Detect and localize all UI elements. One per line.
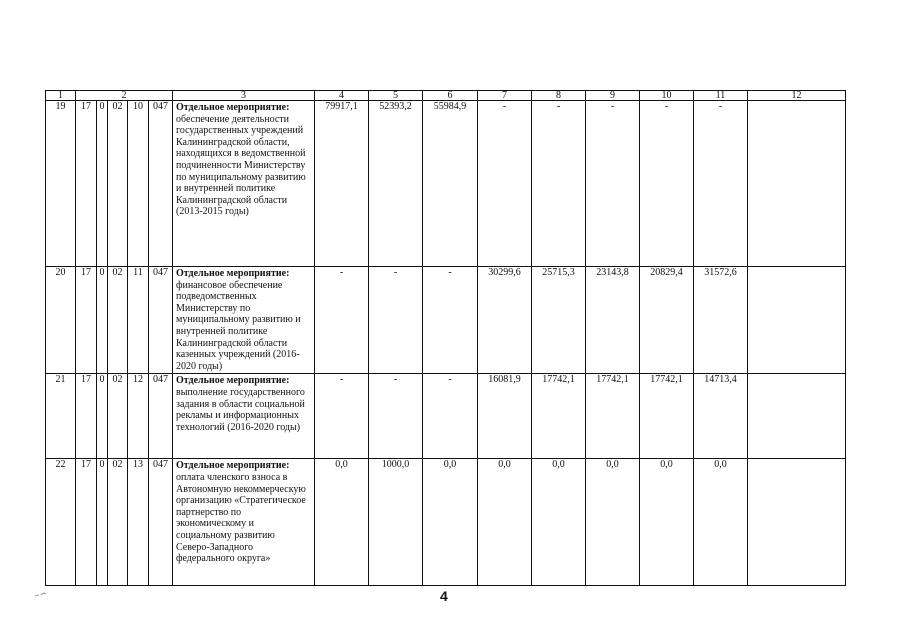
code-part: 0 [97,374,108,459]
code-part: 17 [76,459,97,586]
value-cell: 0,0 [478,459,532,586]
code-part: 047 [149,101,173,267]
value-cell: 23143,8 [586,267,640,374]
value-cell: 0,0 [315,459,369,586]
row-number: 19 [46,101,76,267]
page-number: 4 [440,588,448,604]
measure-text: оплата членского взноса в Автономную некоммерческую организацию «Стратегическое партнерство по экономическому и социальному развитию Северо-Западного федерального округа» [176,471,306,565]
code-part: 02 [108,459,128,586]
table-row [46,101,846,267]
value-cell: - [369,267,423,374]
code-part: 047 [149,374,173,459]
code-part: 17 [76,267,97,374]
value-cell: 0,0 [694,459,748,586]
code-part: 17 [76,101,97,267]
value-cell: 17742,1 [586,374,640,459]
value-cell: 30299,6 [478,267,532,374]
table-row [46,374,846,459]
measure-description [173,267,315,374]
measure-title: Отдельное мероприятие: [176,102,290,113]
value-cell: 17742,1 [532,374,586,459]
header-col-8: 8 [532,91,586,101]
header-col-4: 4 [315,91,369,101]
value-cell: 17742,1 [640,374,694,459]
measure-text: выполнение государственного задания в области социальной рекламы и информационных технологий (2016-2020 годы) [176,386,305,433]
scan-mark-icon [34,590,48,598]
budget-table [45,90,846,586]
code-part: 0 [97,459,108,586]
value-cell: 79917,1 [315,101,369,267]
value-cell [748,459,846,586]
value-cell: 14713,4 [694,374,748,459]
header-col-5: 5 [369,91,423,101]
header-col-6: 6 [423,91,478,101]
value-cell [748,267,846,374]
code-part: 02 [108,267,128,374]
row-number: 22 [46,459,76,586]
table-row [46,267,846,374]
value-cell: - [423,267,478,374]
value-cell: 20829,4 [640,267,694,374]
value-cell: - [694,101,748,267]
code-part: 047 [149,459,173,586]
value-cell [748,374,846,459]
value-cell: - [369,374,423,459]
value-cell: 0,0 [640,459,694,586]
code-part: 11 [128,267,149,374]
value-cell: 0,0 [423,459,478,586]
value-cell: 1000,0 [369,459,423,586]
value-cell [748,101,846,267]
value-cell: - [423,374,478,459]
value-cell: 55984,9 [423,101,478,267]
measure-title: Отдельное мероприятие: [176,460,290,472]
code-part: 17 [76,374,97,459]
measure-description [173,374,315,459]
table-row [46,459,846,586]
code-part: 12 [128,374,149,459]
header-row [46,91,846,101]
measure-description [173,101,315,267]
value-cell: 0,0 [532,459,586,586]
code-part: 047 [149,267,173,374]
measure-description [173,459,315,586]
measure-title: Отдельное мероприятие: [176,375,290,387]
header-col-2: 2 [76,91,173,101]
value-cell: - [532,101,586,267]
code-part: 02 [108,374,128,459]
header-col-10: 10 [640,91,694,101]
value-cell: 25715,3 [532,267,586,374]
header-col-7: 7 [478,91,532,101]
code-part: 10 [128,101,149,267]
value-cell: 0,0 [586,459,640,586]
measure-title: Отдельное мероприятие: [176,268,290,279]
header-col-12: 12 [748,91,846,101]
header-col-9: 9 [586,91,640,101]
header-col-1: 1 [46,91,76,101]
row-number: 20 [46,267,76,374]
header-col-3: 3 [173,91,315,101]
header-col-11: 11 [694,91,748,101]
value-cell: 16081,9 [478,374,532,459]
measure-text: обеспечение деятельности государственных учреждений Калининградской области, находящихся в ведомственной подчиненности Министерству по муниципальному развитию и внутренней политике Калининградской области (2013-2015 годы) [176,113,306,218]
value-cell: - [478,101,532,267]
value-cell: - [315,267,369,374]
value-cell: 31572,6 [694,267,748,374]
row-number: 21 [46,374,76,459]
code-part: 0 [97,267,108,374]
code-part: 0 [97,101,108,267]
value-cell: 52393,2 [369,101,423,267]
measure-text: финансовое обеспечение подведомственных Министерству по муниципальному развитию и внутренней политике Калининградской области казенных учреждений (2016-2020 годы) [176,279,301,372]
code-part: 13 [128,459,149,586]
value-cell: - [315,374,369,459]
value-cell: - [586,101,640,267]
code-part: 02 [108,101,128,267]
value-cell: - [640,101,694,267]
